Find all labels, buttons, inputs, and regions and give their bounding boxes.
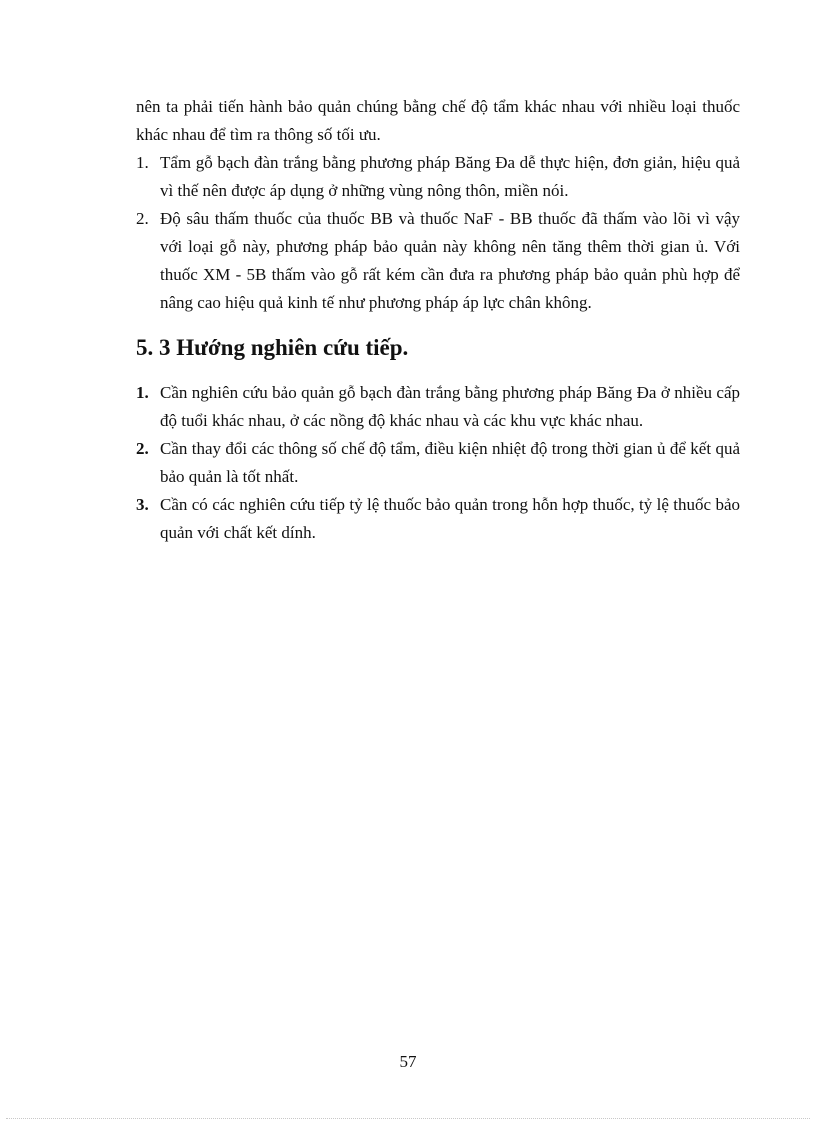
list-item-text: Tẩm gỗ bạch đàn trắng bằng phương pháp Băng Đa dễ thực hiện, đơn giản, hiệu quả vì thế nên được áp dụng ở những vùng nông thôn, miền nói. (160, 153, 740, 200)
conclusion-list (136, 149, 740, 317)
section-heading: 5. 3 Hướng nghiên cứu tiếp. (136, 335, 409, 360)
section-heading-wrap (136, 333, 740, 363)
page-content (136, 93, 740, 547)
list-item-text: Cần thay đổi các thông số chế độ tẩm, điều kiện nhiệt độ trong thời gian ủ để kết quả bảo quản là tốt nhất. (160, 439, 740, 486)
list-item (136, 149, 740, 205)
intro-paragraph: nên ta phải tiến hành bảo quản chúng bằng chế độ tẩm khác nhau với nhiều loại thuốc khác nhau để tìm ra thông số tối ưu. (136, 97, 740, 144)
list-item-number: 2. (136, 439, 149, 458)
page-bottom-divider (6, 1118, 810, 1119)
list-item-number: 1. (136, 383, 149, 402)
list-item (136, 379, 740, 435)
list-item-number: 1. (136, 153, 149, 172)
list-item-number: 3. (136, 495, 149, 514)
list-item (136, 435, 740, 491)
page-number: 57 (399, 1052, 417, 1071)
list-item-number: 2. (136, 209, 149, 228)
list-item (136, 205, 740, 317)
list-item-text: Cần có các nghiên cứu tiếp tỷ lệ thuốc bảo quản trong hỗn hợp thuốc, tỷ lệ thuốc bảo quản với chất kết dính. (160, 495, 740, 542)
list-item-text: Cần nghiên cứu bảo quản gỗ bạch đàn trắng bằng phương pháp Băng Đa ở nhiều cấp độ tuổi khác nhau, ở các nồng độ khác nhau và các khu vực khác nhau. (160, 383, 740, 430)
list-item (136, 491, 740, 547)
research-direction-list (136, 379, 740, 547)
list-item-text: Độ sâu thấm thuốc của thuốc BB và thuốc NaF - BB thuốc đã thấm vào lõi vì vậy với loại gỗ này, phương pháp bảo quản này không nên tăng thêm thời gian ủ. Với thuốc XM - 5B thấm vào gỗ rất kém cần đưa ra phương pháp bảo quản phù hợp để nâng cao hiệu quả kinh tế như phương pháp áp lực chân không. (160, 209, 740, 312)
